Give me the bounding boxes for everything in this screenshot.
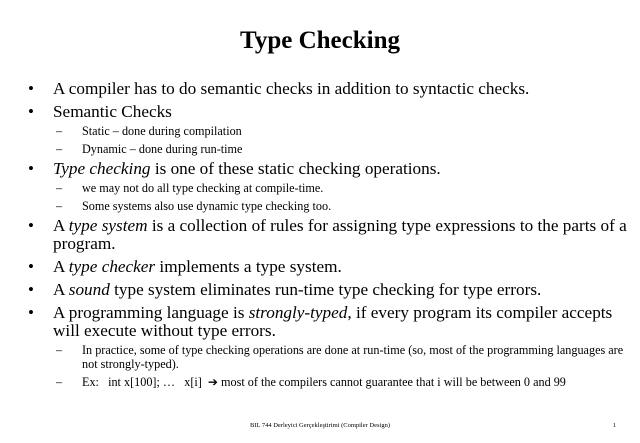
bullet-marker: • bbox=[28, 102, 34, 121]
bullet-emphasis: type checker bbox=[68, 257, 156, 276]
page-number: 1 bbox=[612, 422, 616, 429]
bullet-marker: • bbox=[28, 79, 34, 98]
sub-marker: – bbox=[56, 199, 63, 213]
bullet-text: A compiler has to do semantic checks in addition to syntactic checks. bbox=[53, 79, 530, 98]
bullet-item bbox=[28, 258, 628, 276]
slide-title: Type Checking bbox=[240, 27, 400, 54]
sub-item bbox=[28, 199, 628, 213]
sub-list bbox=[28, 181, 628, 213]
bullet-item bbox=[28, 80, 628, 98]
bullet-text-prefix: A programming language is bbox=[53, 303, 249, 322]
bullet-marker: • bbox=[28, 303, 34, 322]
bullet-emphasis: strongly-typed bbox=[248, 303, 348, 322]
bullet-emphasis: Type checking bbox=[53, 159, 151, 178]
sub-marker: – bbox=[56, 343, 63, 357]
bullet-text: type system eliminates run-time type checking for type errors. bbox=[109, 280, 542, 299]
sub-text: most of the compilers cannot guarantee that i will be between 0 and 99 bbox=[217, 375, 566, 389]
bullet-marker: • bbox=[28, 159, 34, 178]
bullet-marker: • bbox=[28, 257, 34, 276]
bullet-marker: • bbox=[28, 280, 34, 299]
bullet-text: is a collection of rules for assigning type expressions to the parts of a program. bbox=[53, 216, 627, 253]
bullet-text: , if every program its compiler accepts will execute without type errors. bbox=[53, 303, 613, 340]
sub-item bbox=[28, 375, 628, 389]
sub-text: we may not do all type checking at compile-time. bbox=[82, 181, 324, 195]
bullet-item bbox=[28, 281, 628, 299]
bullet-emphasis: sound bbox=[68, 280, 110, 299]
bullet-item bbox=[28, 103, 628, 121]
bullet-marker: • bbox=[28, 216, 34, 235]
sub-list bbox=[28, 124, 628, 156]
bullet-text: Semantic Checks bbox=[53, 102, 172, 121]
bullet-text-prefix: A bbox=[53, 280, 69, 299]
bullet-item bbox=[28, 304, 628, 340]
sub-marker: – bbox=[56, 181, 63, 195]
sub-text: Dynamic – done during run-time bbox=[82, 142, 243, 156]
footer-course-title: BIL 744 Derleyici Gerçekleştirimi (Compiler Design) bbox=[249, 422, 390, 429]
bullet-emphasis: type system bbox=[68, 216, 148, 235]
bullet-text: implements a type system. bbox=[155, 257, 342, 276]
bullet-text: is one of these static checking operations. bbox=[150, 159, 441, 178]
sub-list bbox=[28, 343, 628, 389]
sub-item bbox=[28, 142, 628, 156]
sub-text: Static – done during compilation bbox=[82, 124, 242, 138]
sub-item bbox=[28, 124, 628, 138]
sub-item bbox=[28, 343, 628, 371]
arrow-right-icon: ➔ bbox=[207, 375, 218, 389]
sub-text: In practice, some of type checking operations are done at run-time (so, most of the programming languages are not strongly-typed). bbox=[82, 343, 624, 371]
bullet-text-prefix: A bbox=[53, 257, 69, 276]
sub-marker: – bbox=[56, 142, 63, 156]
sub-text: Some systems also use dynamic type checking too. bbox=[82, 199, 332, 213]
sub-marker: – bbox=[56, 124, 63, 138]
bullet-item bbox=[28, 160, 628, 178]
sub-marker: – bbox=[56, 375, 63, 389]
sub-item bbox=[28, 181, 628, 195]
slide-content bbox=[28, 80, 628, 393]
sub-text-prefix: Ex: int x[100]; … x[i] bbox=[82, 375, 208, 389]
bullet-item bbox=[28, 217, 628, 253]
bullet-text-prefix: A bbox=[53, 216, 69, 235]
